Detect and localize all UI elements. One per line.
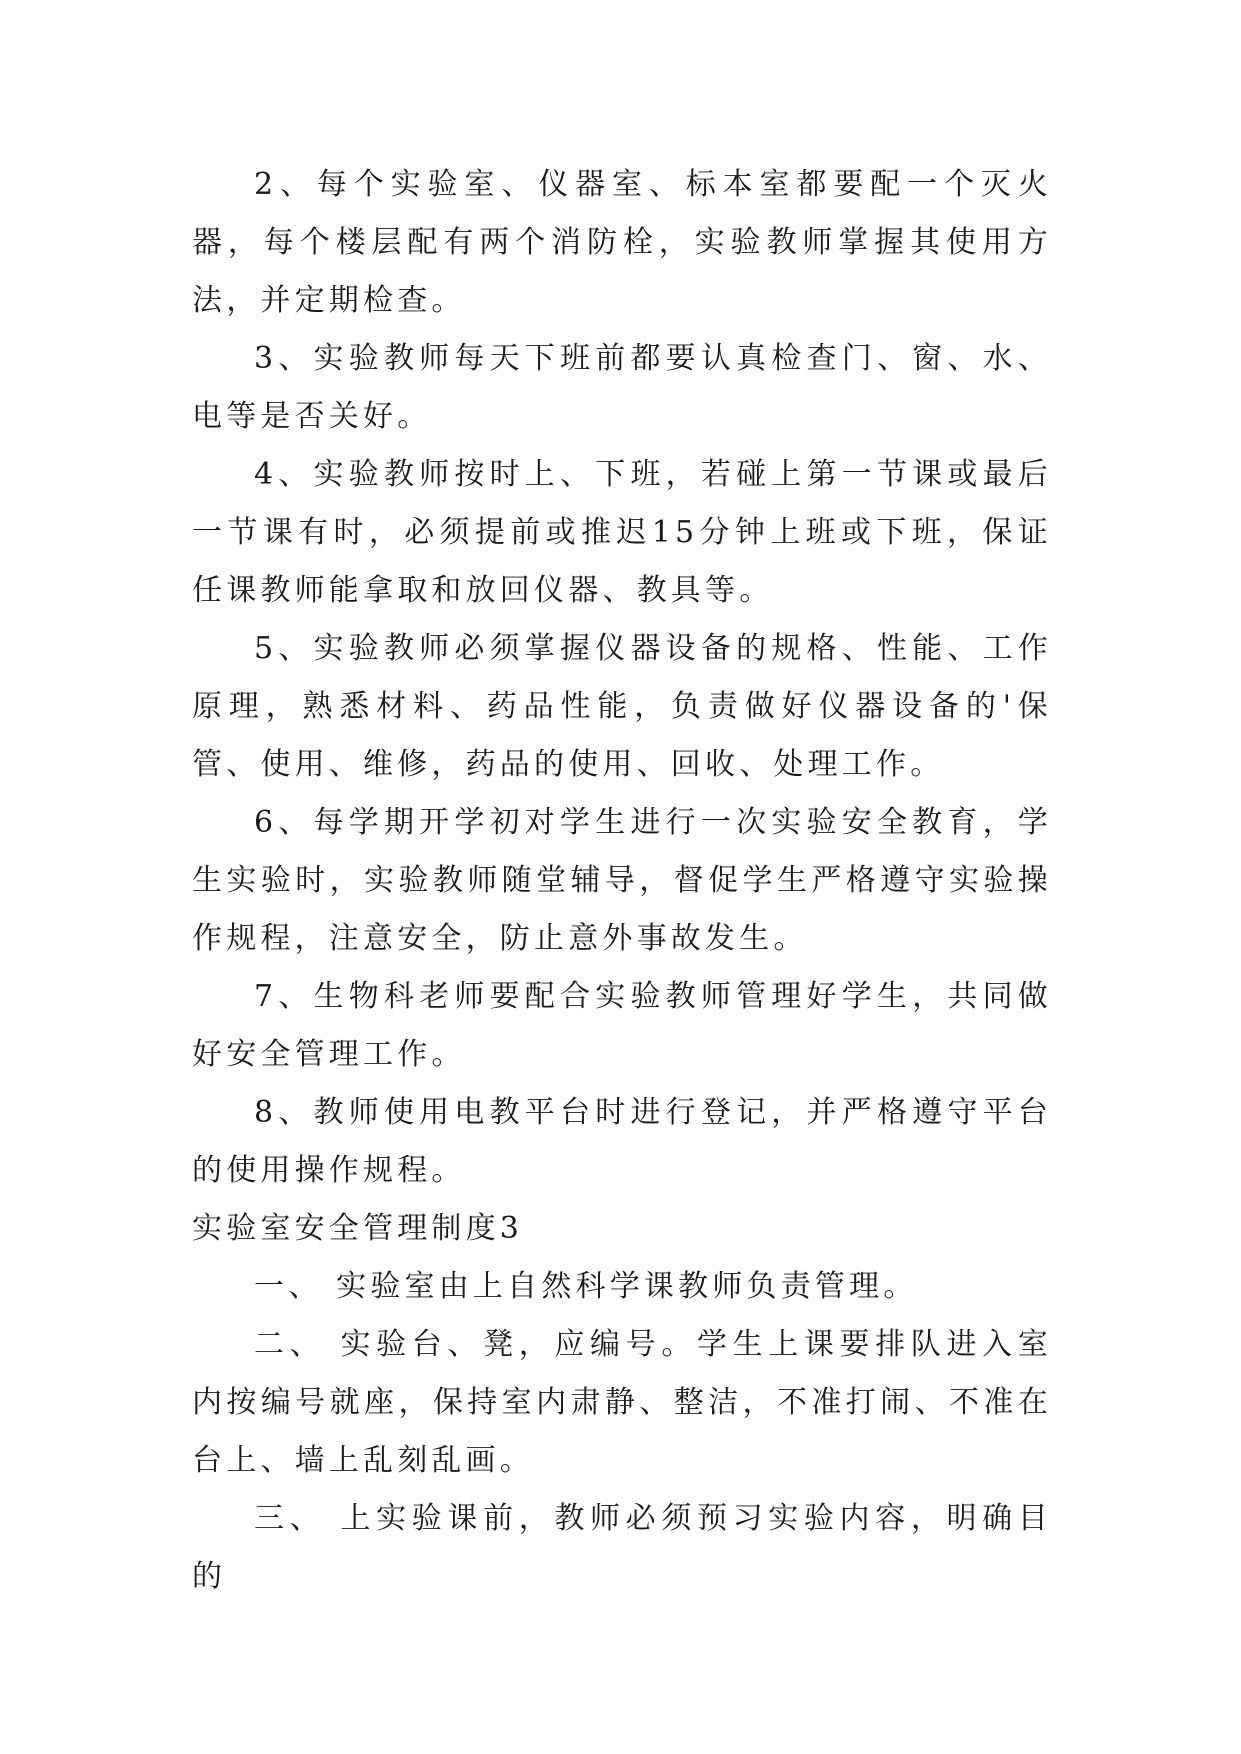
document-body	[192, 156, 1052, 1606]
paragraph-item-4: 4、实验教师按时上、下班，若碰上第一节课或最后一节课有时，必须提前或推迟15分钟上班或下班，保证任课教师能拿取和放回仪器、教具等。	[192, 457, 1052, 608]
paragraph-item-6: 6、每学期开学初对学生进行一次实验安全教育，学生实验时，实验教师随堂辅导，督促学生严格遵守实验操作规程，注意安全，防止意外事故发生。	[192, 805, 1052, 956]
paragraph-item-three: 三、 上实验课前，教师必须预习实验内容，明确目的	[192, 1501, 1052, 1594]
paragraph-item-8: 8、教师使用电教平台时进行登记，并严格遵守平台的使用操作规程。	[192, 1095, 1052, 1188]
paragraph-item-5: 5、实验教师必须掌握仪器设备的规格、性能、工作原理，熟悉材料、药品性能，负责做好仪器设备的'保管、使用、维修，药品的使用、回收、处理工作。	[192, 631, 1052, 782]
paragraph-item-3: 3、实验教师每天下班前都要认真检查门、窗、水、电等是否关好。	[192, 341, 1052, 434]
paragraph-item-one: 一、 实验室由上自然科学课教师负责管理。	[254, 1269, 918, 1304]
section-heading: 实验室安全管理制度3	[192, 1211, 524, 1246]
paragraph-item-two: 二、 实验台、凳，应编号。学生上课要排队进入室内按编号就座，保持室内肃静、整洁，不准打闹、不准在台上、墙上乱刻乱画。	[192, 1327, 1052, 1478]
paragraph-item-7: 7、生物科老师要配合实验教师管理好学生，共同做好安全管理工作。	[192, 979, 1052, 1072]
paragraph-item-2: 2、每个实验室、仪器室、标本室都要配一个灭火器，每个楼层配有两个消防栓，实验教师掌握其使用方法，并定期检查。	[192, 167, 1052, 318]
